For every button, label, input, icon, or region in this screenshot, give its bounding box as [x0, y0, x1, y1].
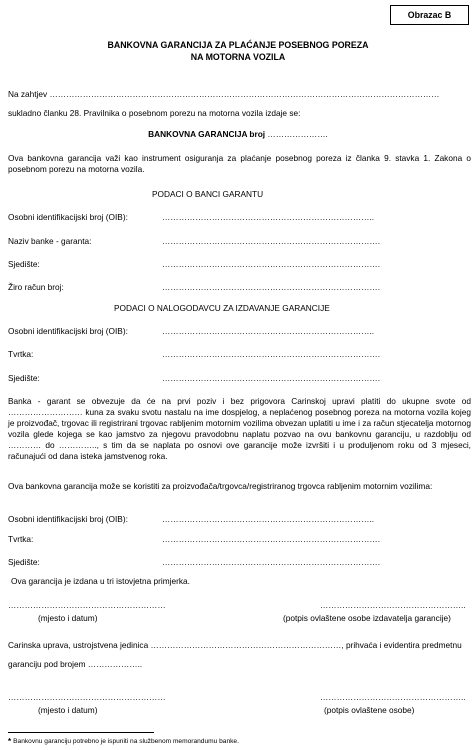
copies-text: Ova garancija je izdana u tri istovjetna primjerka.	[11, 576, 190, 586]
footnote-text: Bankovnu garanciju potrebno je ispuniti na službenom memorandumu banke.	[13, 738, 239, 745]
signature2-place-date-label: (mjesto i datum)	[38, 705, 98, 715]
usage-company-label: Tvrtka:	[8, 534, 34, 544]
document-title-line2: NA MOTORNA VOZILA	[190, 52, 286, 62]
signature2-place-date-field: …………………………………………………	[8, 692, 166, 702]
sukladno-text: sukladno članku 28. Pravilnika o posebnom porezu na motorna vozila izdaje se:	[8, 108, 301, 118]
customs-line2: garanciju pod brojem ………………..	[8, 659, 143, 669]
guarantee-number-field: ………………….	[265, 129, 328, 139]
client-seat-label: Sjedište:	[8, 373, 40, 383]
bank-account-label: Žiro račun broj:	[8, 282, 64, 292]
guarantee-number-line	[0, 130, 476, 140]
obligation-paragraph: Banka - garant se obvezuje da će na prvi poziv i bez prigovora Carinskoj upravi platiti do ukupne svote od ……………………… kuna za svaku svotu nastalu na ime dospjelog, a neplaćenog posebnog poreza na motorna vozila kojeg je proizvođač, trgovac ili registrirani trgovac rabljenim motornim vozilima obvezan uplatiti u ime i za račun stjecatelja motornog vozila glede kojega se kao jamstvo za njegovu pravodobnu naplatu pozvao na ovu bankovnu garanciju, u razdoblju od ………… do ………….., s tim da se naplata po osnovi ove garancije može izvršiti i u produljenom roku od 3 mjeseci, računajući od dana isteka jamstvenog roka.	[8, 396, 471, 461]
bank-section-heading: PODACI O BANCI GARANTU	[152, 189, 264, 199]
usage-seat-field: …………………………………………………………………….	[162, 557, 381, 567]
bank-name-label: Naziv banke - garanta:	[8, 236, 92, 246]
bank-account-field: …………………………………………………………………….	[162, 282, 381, 292]
footnote	[8, 737, 239, 747]
customs-line1: Carinska uprava, ustrojstvena jedinica ……………………………………………………………, prihvaća i evidentira predmetnu	[8, 640, 462, 650]
document-title-line1: BANKOVNA GARANCIJA ZA PLAĆANJE POSEBNOG POREZA	[107, 40, 369, 50]
signature2-signature-field: ……………………………………………..	[320, 692, 466, 702]
signature1-place-date-label: (mjesto i datum)	[38, 613, 98, 623]
client-company-label: Tvrtka:	[8, 349, 34, 359]
usage-company-field: …………………………………………………………………….	[162, 534, 381, 544]
client-oib-field: …………………………………………………………………..	[162, 326, 375, 336]
bank-name-field: …………………………………………………………………….	[162, 236, 381, 246]
client-seat-field: …………………………………………………………………….	[162, 373, 381, 383]
guarantee-number-label: BANKOVNA GARANCIJA broj	[148, 129, 266, 139]
bank-oib-field: …………………………………………………………………..	[162, 212, 375, 222]
footnote-mark: *	[8, 737, 12, 746]
client-section-heading: PODACI O NALOGODAVCU ZA IZDAVANJE GARANCIJE	[114, 303, 330, 313]
signature1-place-date-field: …………………………………………………	[8, 600, 166, 610]
client-company-field: …………………………………………………………………….	[162, 349, 381, 359]
signature1-signature-label: (potpis ovlaštene osobe izdavatelja garancije)	[283, 613, 451, 623]
bank-seat-field: …………………………………………………………………….	[162, 259, 381, 269]
usage-paragraph: Ova bankovna garancija može se koristiti za proizvođača/trgovca/registriranog trgovca rabljenim motornim vozilima:	[8, 481, 433, 491]
na-zahtjev-line: Na zahtjev ……………………………………………………………………………………………………………………………	[8, 90, 440, 99]
signature2-signature-label: (potpis ovlaštene osobe)	[324, 705, 415, 715]
footnote-separator	[8, 732, 154, 733]
client-oib-label: Osobni identifikacijski broj (OIB):	[8, 326, 128, 336]
bank-oib-label: Osobni identifikacijski broj (OIB):	[8, 212, 128, 222]
usage-oib-field: …………………………………………………………………..	[162, 514, 375, 524]
instrument-paragraph: Ova bankovna garancija važi kao instrument osiguranja za plaćanje posebnog poreza iz članka 9. stavka 1. Zakona o posebnom porezu na motorna vozila.	[8, 153, 471, 174]
signature1-signature-field: ……………………………………………..	[320, 600, 466, 610]
usage-seat-label: Sjedište:	[8, 557, 40, 567]
usage-oib-label: Osobni identifikacijski broj (OIB):	[8, 514, 128, 524]
form-label-box: Obrazac B	[390, 5, 469, 25]
bank-seat-label: Sjedište:	[8, 259, 40, 269]
